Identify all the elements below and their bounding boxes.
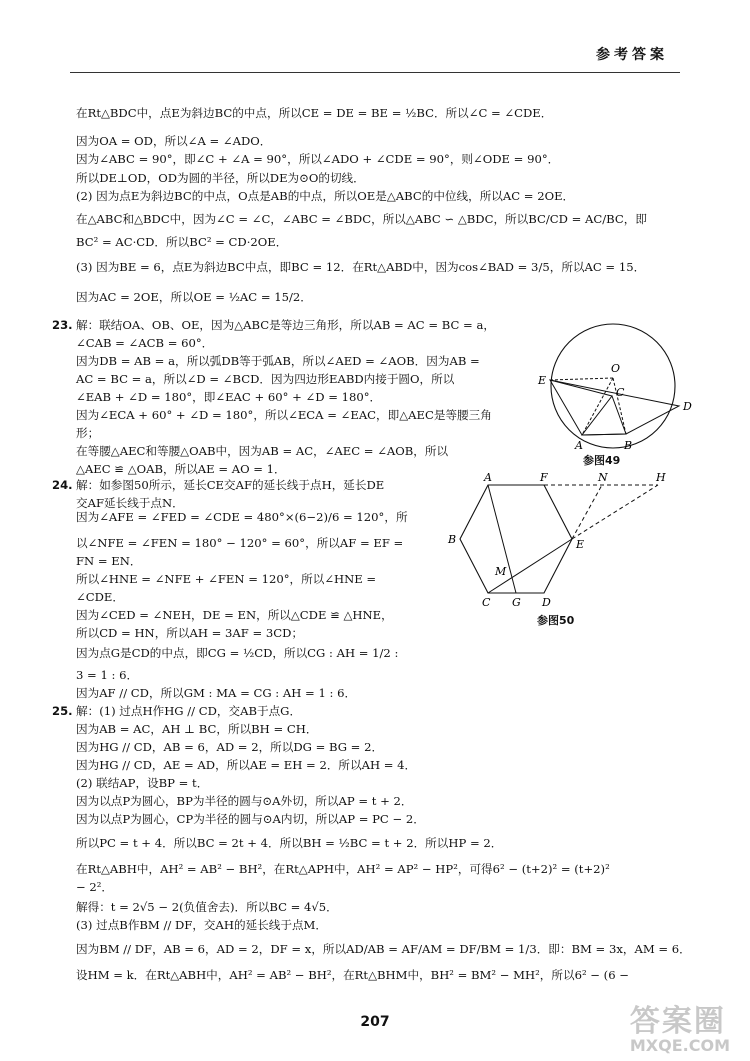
text-line: 在△ABC和△BDC中，因为∠C = ∠C，∠ABC = ∠BDC，所以△ABC ∽ △BDC，所以BC/CD = AC/BC，即: [76, 212, 647, 226]
text-line: 设HM = k．在Rt△ABH中，AH² = AB² − BH²，在Rt△BHM中，BH² = BM² − MH²，所以6² − (6 −: [76, 968, 629, 982]
text-line: 因为∠ABC = 90°，即∠C + ∠A = 90°，所以∠ADO + ∠CDE = 90°，则∠ODE = 90°．: [76, 152, 560, 166]
text-line: (3) 因为BE = 6，点E为斜边BC中点，即BC = 12．在Rt△ABD中，因为cos∠BAD = 3/5，所以AC = 15．: [76, 260, 646, 274]
label-c: C: [616, 386, 625, 399]
text-line: 因为点G是CD的中点，即CG = ½CD，所以CG : AH = 1/2 :: [76, 646, 399, 660]
text-line: △AEC ≌ △OAB，所以AE = AO = 1．: [76, 462, 286, 476]
label-g: G: [512, 596, 521, 609]
text-line: 因为DB = AB = a，所以弧DB等于弧AB，所以∠AED = ∠AOB．因为AB =: [76, 354, 480, 368]
text-line: 因为AC = 2OE，所以OE = ½AC = 15/2．: [76, 290, 312, 304]
text-line: 解：如参图50所示，延长CE交AF的延长线于点H，延长DE: [76, 478, 385, 492]
label-h: H: [656, 472, 666, 484]
text-line: 因为AB = AC，AH ⊥ BC，所以BH = CH．: [76, 722, 318, 736]
figure-50-caption: 参图50: [537, 614, 575, 627]
label-b: B: [624, 439, 633, 452]
text-line: 因为HG // CD，AE = AD，所以AE = EH = 2．所以AH = 4．: [76, 758, 417, 772]
text-line: AC = BC = a，所以∠D = ∠BCD．因为四边形EABD内接于圆O，所以: [76, 372, 455, 386]
text-line: 所以CD = HN，所以AH = 3AF = 3CD；: [76, 626, 304, 640]
label-e: E: [576, 538, 585, 551]
label-a: A: [484, 472, 492, 484]
watermark: [630, 996, 730, 1055]
page-number: 207: [360, 1014, 390, 1030]
label-n: N: [598, 472, 608, 484]
text-line: 所以∠HNE = ∠NFE + ∠FEN = 120°，所以∠HNE =: [76, 572, 377, 586]
figure-49-caption: 参图49: [583, 454, 621, 467]
text-line: BC² = AC·CD．所以BC² = CD·2OE．: [76, 235, 288, 249]
text-line: 所以DE⊥OD，OD为圆的半径，所以DE为⊙O的切线．: [76, 171, 365, 185]
segment-en: [572, 485, 602, 539]
text-line: 交AF延长线于点N．: [76, 496, 184, 510]
label-d: D: [683, 400, 692, 413]
text-line: (2) 因为点E为斜边BC的中点，O点是AB的中点，所以OE是△ABC的中位线，所以AC = 2OE．: [76, 189, 575, 203]
hexagon-abcdef: [460, 485, 572, 593]
label-c: C: [482, 596, 491, 609]
figure-50: [440, 472, 680, 612]
segment-ec-dash: [550, 378, 613, 380]
text-line: 因为∠AFE = ∠FED = ∠CDE = 480°×(6−2)/6 = 120°，所: [76, 510, 408, 524]
text-line: (2) 联结AP，设BP = t．: [76, 776, 209, 790]
text-line: 在Rt△BDC中，点E为斜边BC的中点，所以CE = DE = BE = ½BC．所以∠C = ∠CDE．: [76, 106, 553, 120]
text-line: ∠CAB = ∠ACB = 60°．: [76, 336, 214, 350]
watermark-url: MXQE.COM: [629, 1036, 730, 1055]
text-line: 因为HG // CD，AB = 6，AD = 2，所以DG = BG = 2．: [76, 740, 384, 754]
text-line: 在等腰△AEC和等腰△OAB中，因为AB = AC，∠AEC = ∠AOB，所以: [76, 444, 449, 458]
text-line: 因为OA = OD，所以∠A = ∠ADO．: [76, 134, 272, 148]
text-line: 在Rt△ABH中，AH² = AB² − BH²，在Rt△APH中，AH² = AP² − HP²，可得6² − (t+2)² = (t+2)²: [76, 862, 610, 876]
label-a: A: [575, 439, 583, 452]
text-line: 因为∠ECA + 60° + ∠D = 180°，所以∠ECA = ∠EAC，即△AEC是等腰三角: [76, 408, 492, 422]
label-e: E: [538, 374, 547, 387]
label-f: F: [540, 472, 548, 484]
label-b: B: [448, 533, 457, 546]
text-line: FN = EN．: [76, 554, 142, 568]
text-line: 因为以点P为圆心，BP为半径的圆与⊙A外切，所以AP = t + 2．: [76, 794, 413, 808]
segment-ec: [550, 380, 612, 396]
segment-eh: [572, 485, 658, 539]
problem-number: 25.: [52, 704, 73, 718]
circle-o: [551, 324, 675, 448]
text-line: 3 = 1 : 6．: [76, 668, 139, 682]
text-line: 所以PC = t + 4．所以BC = 2t + 4．所以BH = ½BC = t + 2．所以HP = 2．: [76, 836, 503, 850]
text-line: 解：联结OA、OB、OE，因为△ABC是等边三角形，所以AB = AC = BC = a，: [76, 318, 495, 332]
page-header-title: 参考答案: [596, 47, 668, 63]
text-line: 解得：t = 2√5 − 2(负值舍去)．所以BC = 4√5．: [76, 900, 338, 914]
text-line: ∠CDE．: [76, 590, 124, 604]
text-line: ∠EAB + ∠D = 180°，即∠EAC + 60° + ∠D = 180°．: [76, 390, 382, 404]
text-line: 以∠NFE = ∠FEN = 180° − 120° = 60°，所以AF = EF =: [76, 536, 404, 550]
text-line: 解：(1) 过点H作HG // CD，交AB于点G．: [76, 704, 302, 718]
text-line: 因为以点P为圆心，CP为半径的圆与⊙A内切，所以AP = PC − 2．: [76, 812, 425, 826]
label-m: M: [495, 565, 507, 578]
label-o: O: [611, 362, 621, 375]
text-line: − 2²．: [76, 880, 114, 894]
text-line: 因为BM // DF，AB = 6，AD = 2，DF = x，所以AD/AB = AF/AM = DF/BM = 1/3．即：BM = 3x，AM = 6．: [76, 942, 691, 956]
problem-number: 24.: [52, 478, 73, 492]
watermark-logo: 答案圈: [629, 1004, 726, 1039]
problem-number: 23.: [52, 318, 73, 332]
text-line: 因为∠CED = ∠NEH，DE = EN，所以△CDE ≌ △HNE，: [76, 608, 393, 622]
header-rule: [70, 72, 680, 73]
figure-49: [528, 316, 718, 456]
triangle-abc: [582, 396, 626, 435]
text-line: 形；: [76, 426, 100, 440]
text-line: 因为AF // CD，所以GM : MA = CG : AH = 1 : 6．: [76, 686, 357, 700]
text-line: (3) 过点B作BM // DF，交AH的延长线于点M．: [76, 918, 328, 932]
label-d: D: [542, 596, 551, 609]
segment-oa: [582, 378, 613, 435]
